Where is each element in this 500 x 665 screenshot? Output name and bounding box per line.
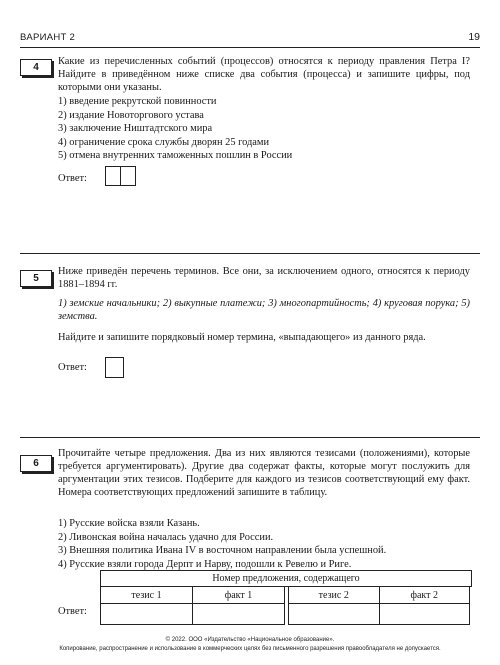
question-6-sentences: [58, 517, 386, 571]
sentence-4: 4) Русские взяли города Дерпт и Нарву, подошли к Ревелю и Риге.: [58, 558, 352, 570]
answer-label-4: Ответ:: [58, 173, 87, 184]
option-5: 5) отмена внутренних таможенных пошлин в России: [58, 150, 293, 161]
question-6-text: Прочитайте четыре предложения. Два из них являются тезисами (положениями), которые требуется аргументировать). Другие два содержат факты, которые могут послужить для аргументации этих тезисов. Подберите для каждого из тезисов соответствующий ему факт. Номера соответствующих предложений запишите в таблицу.: [58, 448, 470, 498]
footer-notice: Копирование, распространение и использование в коммерческих целях без письменного разрешения правообладателя не допускается.: [59, 646, 441, 652]
answer-cell-thesis-2[interactable]: [289, 604, 380, 625]
column-fact-1: факт 1: [193, 587, 285, 604]
column-thesis-1: тезис 1: [101, 587, 193, 604]
sentence-1: 1) Русские войска взяли Казань.: [58, 518, 200, 529]
question-number-6: 6: [20, 455, 52, 472]
question-4-text: Какие из перечисленных событий (процессов) относятся к периоду правления Петра I? Найдите в приведённом ниже списке два события (процесса) и запишите цифры, под которыми они указаны.: [58, 56, 470, 93]
column-fact-2: факт 2: [379, 587, 470, 604]
question-5-text: Ниже приведён перечень терминов. Все они, за исключением одного, относятся к периоду 1881–1894 гг.: [58, 266, 470, 290]
answer-label-5: Ответ:: [58, 362, 87, 373]
sentence-3: 3) Внешняя политика Ивана IV в восточном направлении была успешной.: [58, 545, 387, 556]
page-header: [20, 32, 480, 46]
answer-cell-4b[interactable]: [120, 166, 136, 186]
answer-cell-fact-2[interactable]: [379, 604, 470, 625]
sentence-2: 2) Ливонская война началась удачно для России.: [58, 531, 274, 543]
question-number-4: 4: [20, 59, 52, 76]
answer-table-header: Номер предложения, содержащего: [100, 570, 472, 587]
footer-copyright: © 2022. ООО «Издательство «Национальное образование».: [165, 637, 335, 643]
question-5-terms: 1) земские начальники; 2) выкупные платежи; 3) многопартийность; 4) круговая порука; 5) земства.: [58, 298, 470, 322]
option-3: 3) заключение Ништадтского мира: [58, 123, 213, 134]
answer-cell-fact-1[interactable]: [193, 604, 285, 625]
answer-table-left: [100, 586, 285, 625]
variant-label: ВАРИАНТ 2: [20, 32, 76, 43]
answer-cell-5[interactable]: [105, 357, 124, 378]
header-divider: [20, 47, 480, 48]
answer-cell-4a[interactable]: [105, 166, 121, 186]
option-1: 1) введение рекрутской повинности: [58, 96, 217, 107]
section-divider-1: [20, 253, 480, 254]
question-4-options: [58, 95, 292, 163]
question-5-instruction: Найдите и запишите порядковый номер термина, «выпадающего» из данного ряда.: [58, 332, 426, 343]
page-number: 19: [468, 31, 480, 43]
answer-cell-thesis-1[interactable]: [101, 604, 193, 625]
option-2: 2) издание Новоторгового устава: [58, 109, 204, 121]
column-thesis-2: тезис 2: [289, 587, 380, 604]
answer-label-6: Ответ:: [58, 606, 87, 617]
section-divider-2: [20, 437, 480, 438]
question-number-5: 5: [20, 270, 52, 287]
answer-table-right: [288, 586, 470, 625]
option-4: 4) ограничение срока службы дворян 25 годами: [58, 136, 270, 148]
